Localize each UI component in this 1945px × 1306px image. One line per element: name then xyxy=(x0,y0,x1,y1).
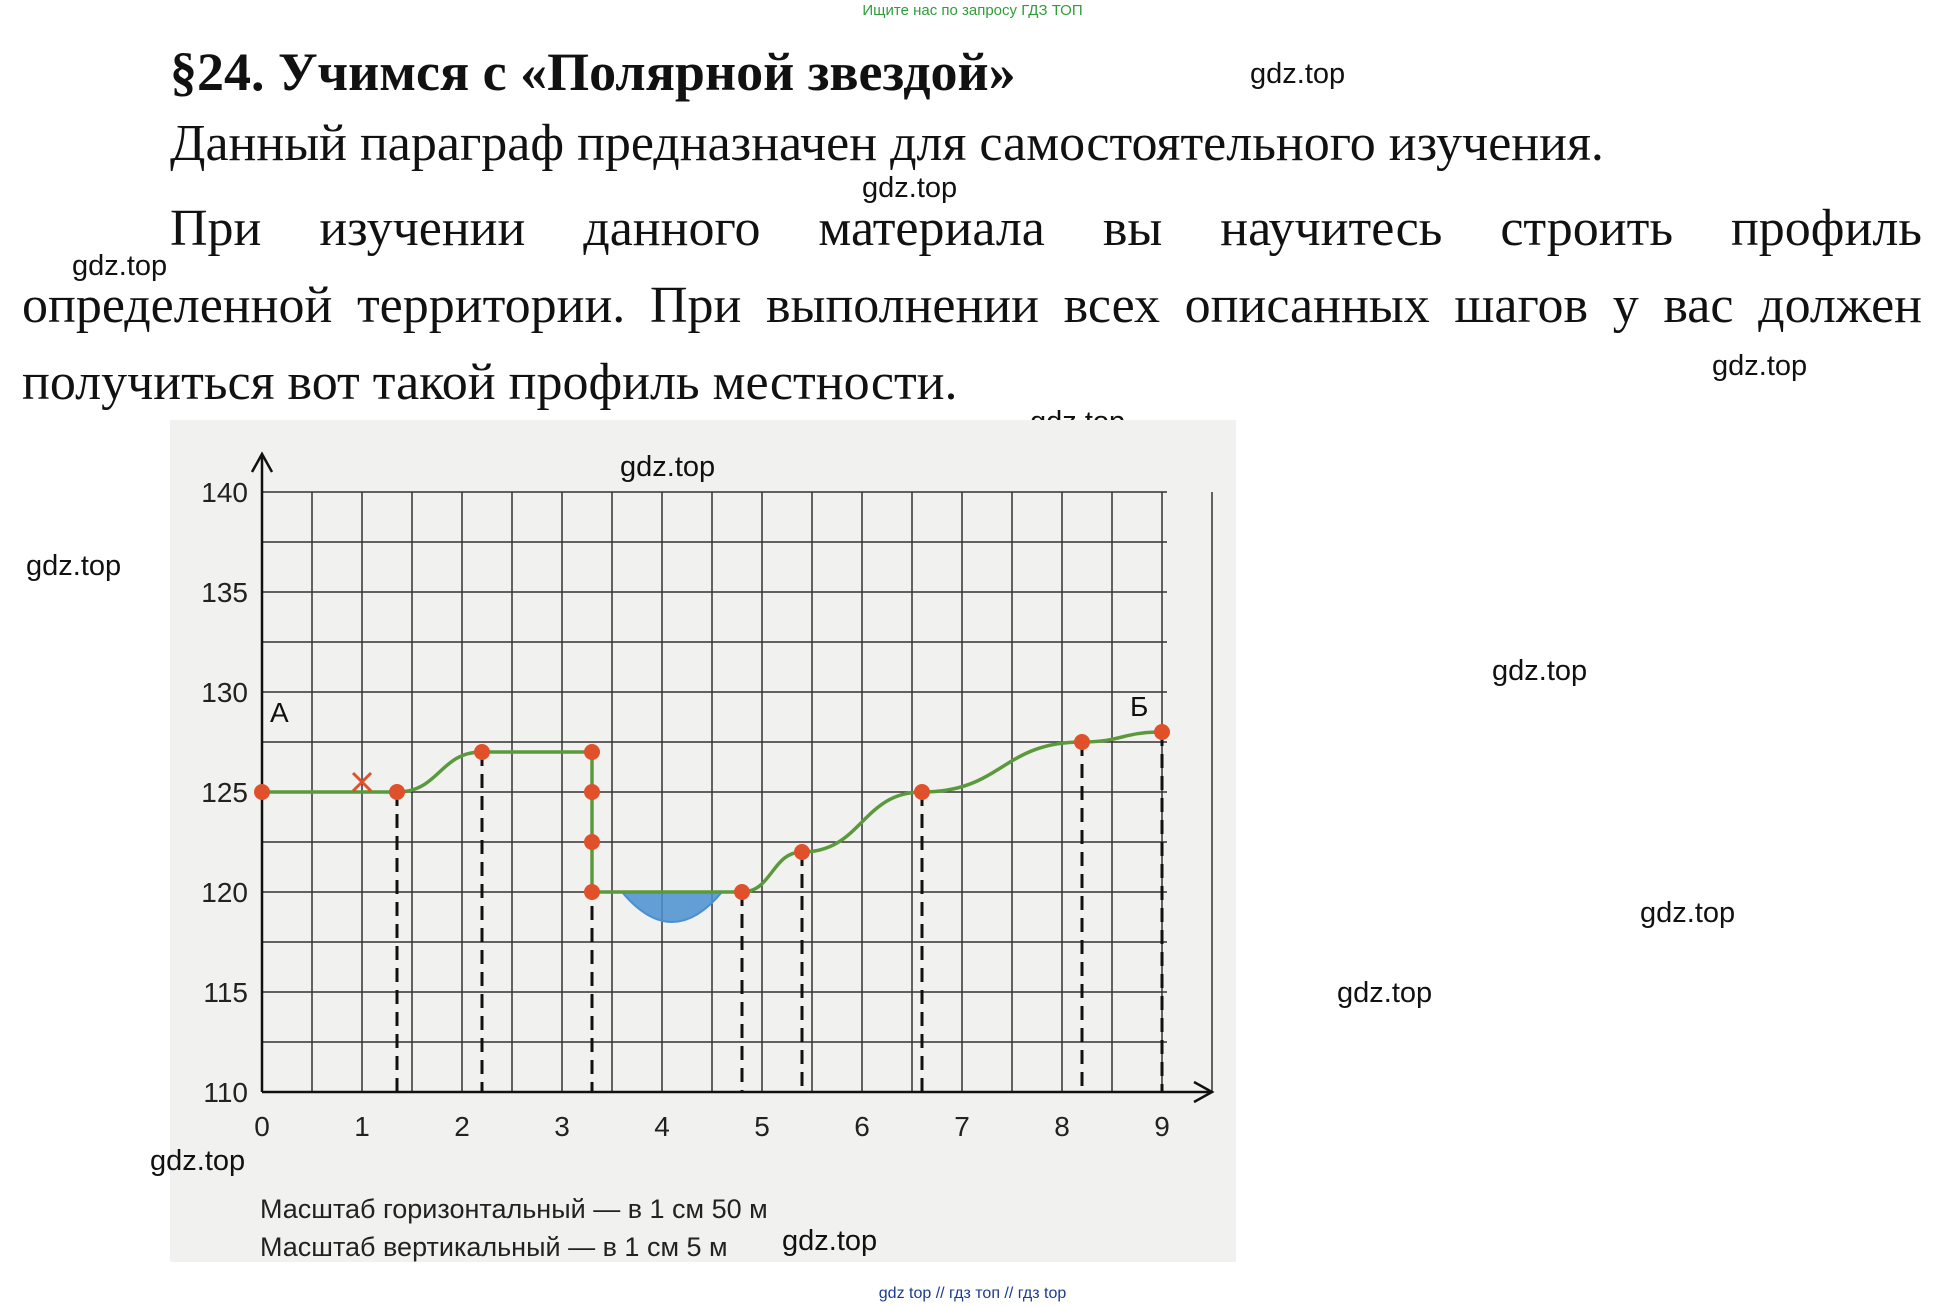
x-tick-label: 0 xyxy=(254,1111,270,1142)
watermark: gdz.top xyxy=(862,172,958,204)
x-tick-label: 8 xyxy=(1054,1111,1070,1142)
scale-horizontal: Масштаб горизонтальный — в 1 см 50 м xyxy=(260,1194,768,1224)
x-tick-label: 4 xyxy=(654,1111,670,1142)
profile-point xyxy=(794,844,810,860)
profile-point xyxy=(584,744,600,760)
profile-point xyxy=(584,884,600,900)
terrain-profile-figure xyxy=(170,420,1236,1262)
watermark: gdz.top xyxy=(782,1225,878,1257)
x-tick-label: 7 xyxy=(954,1111,970,1142)
watermark: gdz.top xyxy=(150,1145,246,1177)
y-tick-label: 110 xyxy=(203,1077,248,1108)
profile-point xyxy=(254,784,270,800)
watermark: gdz.top xyxy=(1492,655,1588,687)
y-tick-label: 130 xyxy=(201,677,248,708)
point-start-label: А xyxy=(270,697,289,728)
profile-point xyxy=(1154,724,1170,740)
profile-point xyxy=(389,784,405,800)
y-tick-label: 120 xyxy=(201,877,248,908)
x-tick-label: 3 xyxy=(554,1111,570,1142)
x-tick-label: 6 xyxy=(854,1111,870,1142)
profile-point xyxy=(474,744,490,760)
profile-chart xyxy=(170,420,1236,1180)
footer-links: gdz top // гдз топ // гдз top xyxy=(878,1285,1067,1302)
intro-paragraph: Данный параграф предназначен для самостоятельного изучения. xyxy=(170,115,1604,172)
y-tick-label: 140 xyxy=(201,477,248,508)
x-tick-label: 1 xyxy=(354,1111,370,1142)
profile-point xyxy=(734,884,750,900)
description-paragraph: При изучении данного материала вы научитесь строить профиль определенной территории. При выполнении всех описанных шагов у вас должен получиться вот такой профиль местности. xyxy=(22,200,1922,411)
y-tick-label: 135 xyxy=(201,577,248,608)
point-end-label: Б xyxy=(1130,691,1149,722)
x-tick-label: 5 xyxy=(754,1111,770,1142)
water-body xyxy=(622,892,722,922)
watermark: gdz.top xyxy=(26,550,122,582)
profile-point xyxy=(914,784,930,800)
y-tick-label: 125 xyxy=(201,777,248,808)
page-title: §24. Учимся с «Полярной звездой» xyxy=(170,42,1016,102)
profile-point xyxy=(1074,734,1090,750)
watermark: gdz.top xyxy=(620,451,716,483)
x-tick-label: 9 xyxy=(1154,1111,1170,1142)
profile-point xyxy=(584,784,600,800)
watermark: gdz.top xyxy=(1337,977,1433,1009)
scale-legend xyxy=(260,1190,768,1266)
watermark: gdz.top xyxy=(1640,897,1736,929)
y-tick-label: 115 xyxy=(203,977,248,1008)
profile-point xyxy=(584,834,600,850)
x-tick-label: 2 xyxy=(454,1111,470,1142)
scale-vertical: Масштаб вертикальный — в 1 см 5 м xyxy=(260,1232,728,1262)
watermark: gdz.top xyxy=(1250,58,1346,90)
watermark: gdz.top xyxy=(1712,350,1808,382)
watermark: gdz.top xyxy=(72,250,168,282)
search-hint: Ищите нас по запросу ГДЗ ТОП xyxy=(862,2,1083,19)
